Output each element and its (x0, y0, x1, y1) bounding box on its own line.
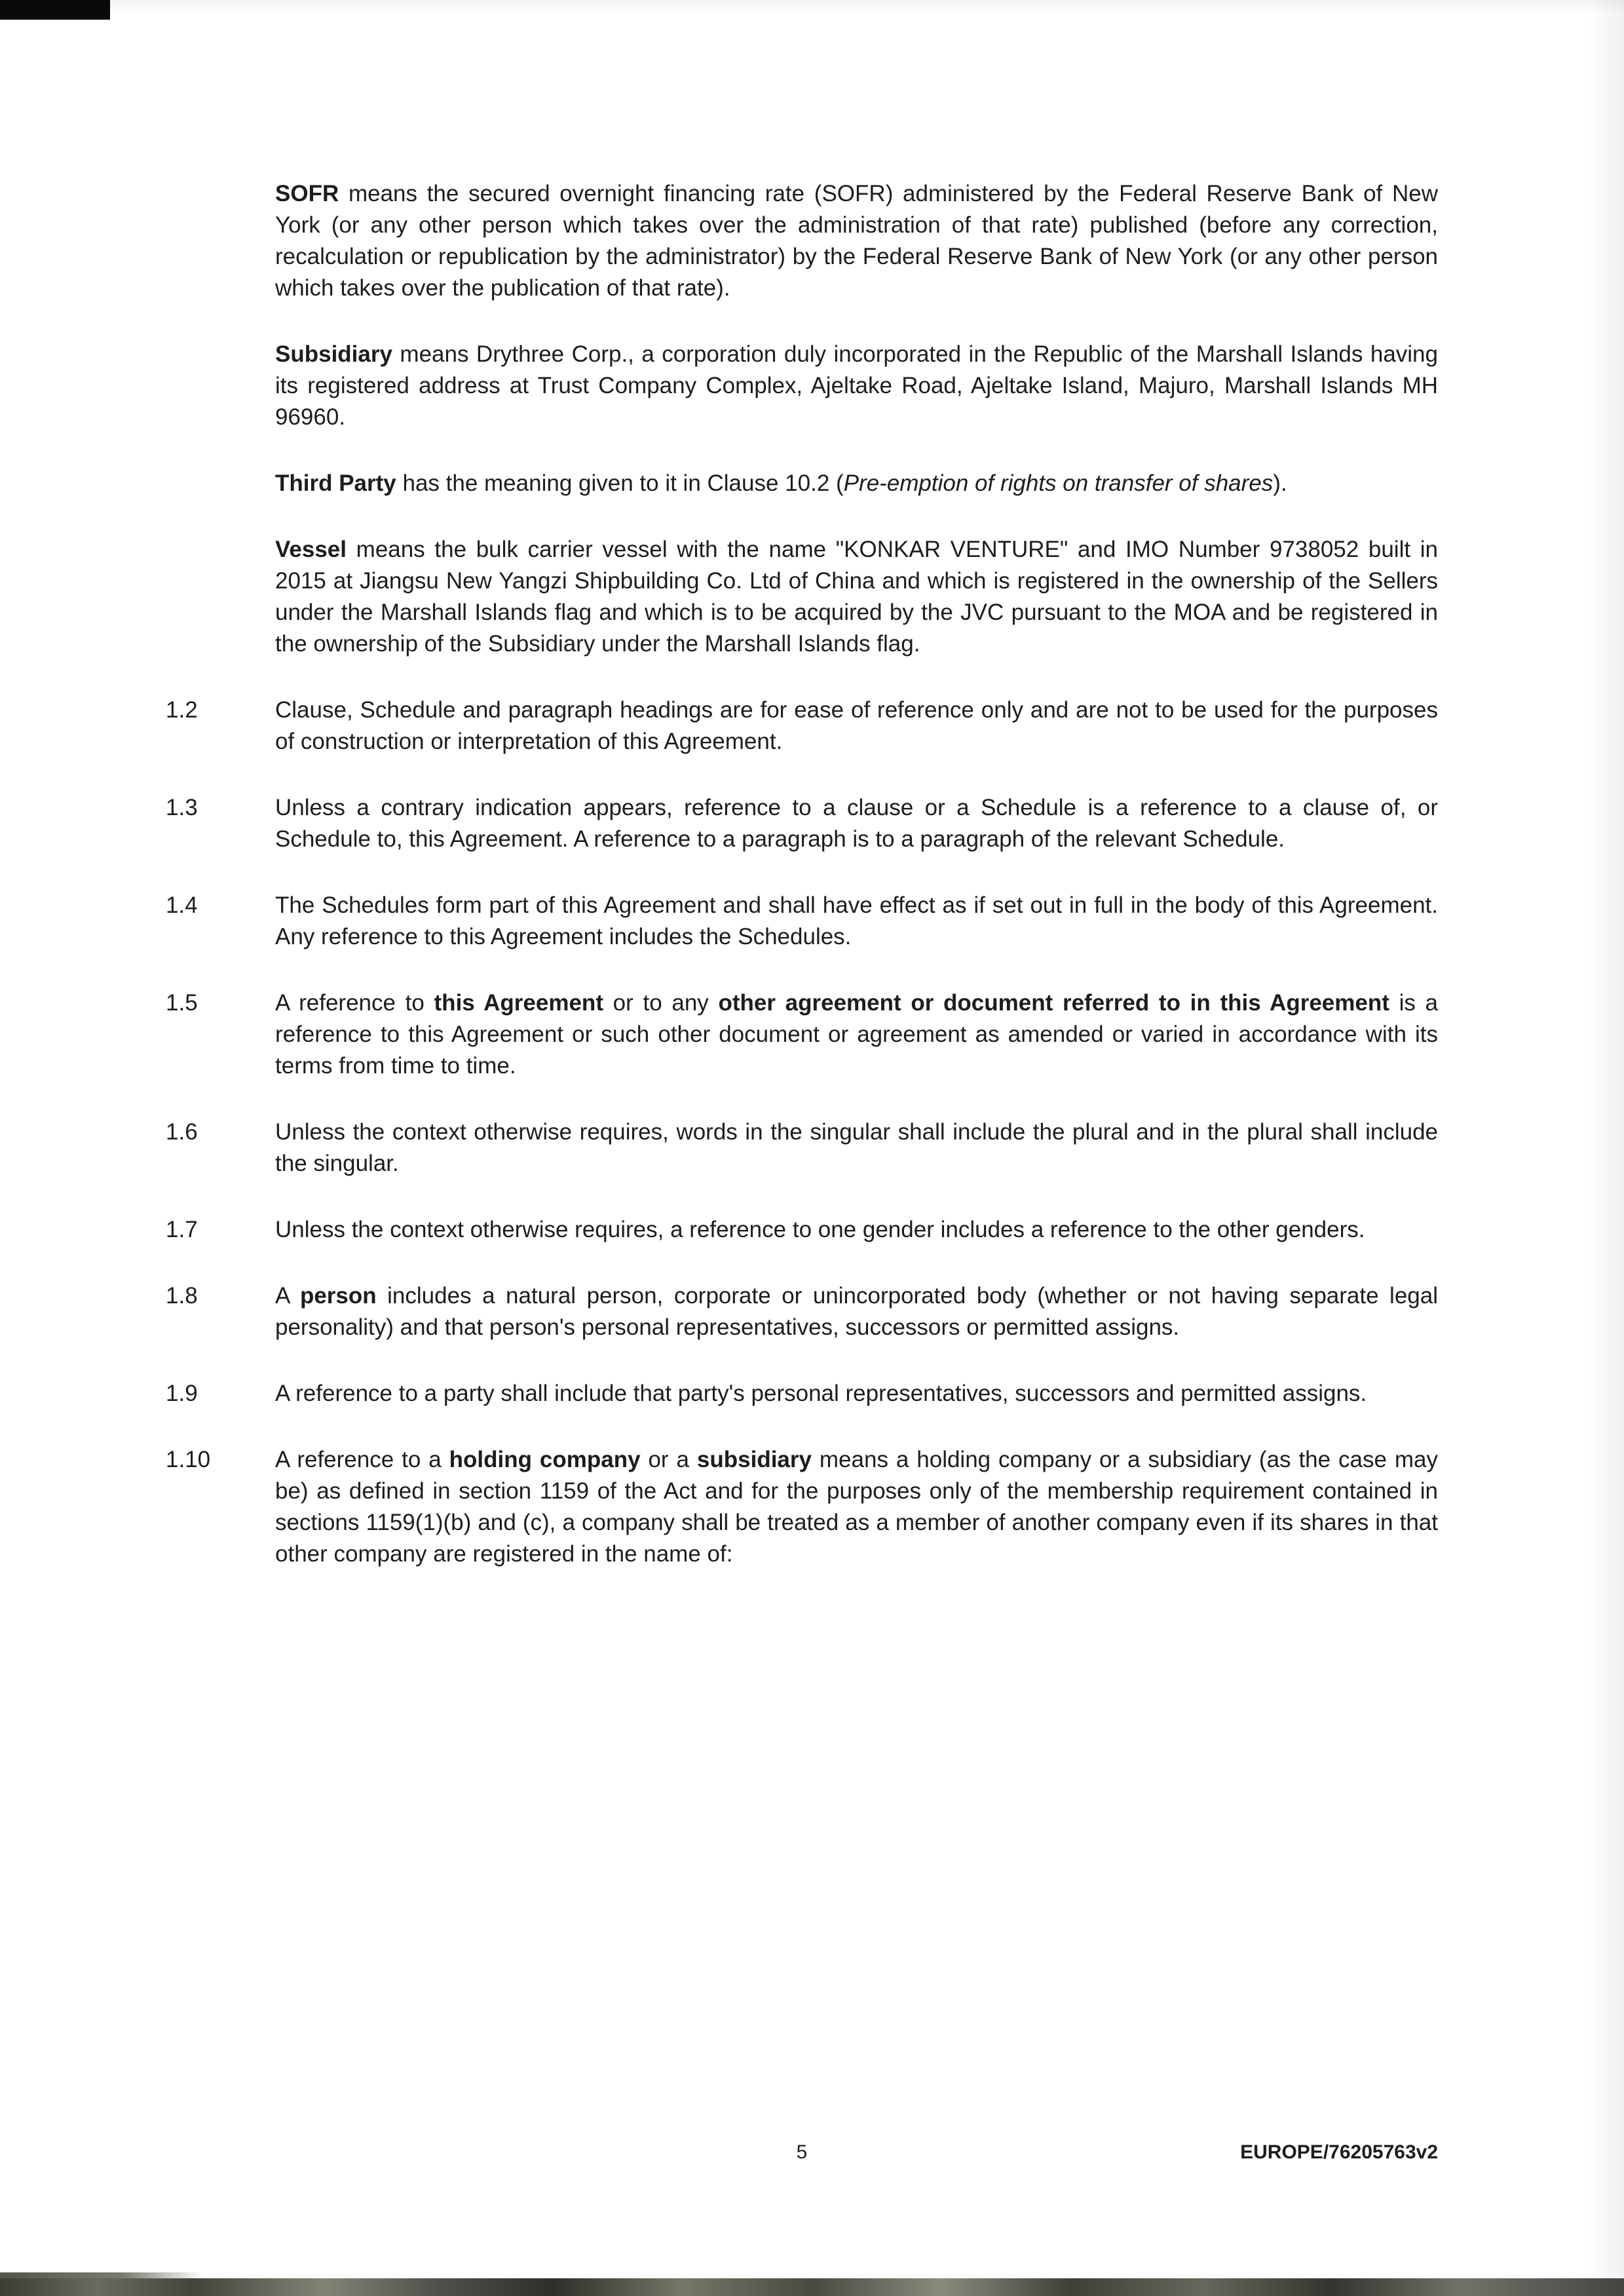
text-run: or to any (603, 990, 719, 1016)
text-run: A reference to a (275, 1447, 449, 1472)
text-run: A reference to a party shall include that party's personal representatives, successors and permitted assigns. (275, 1381, 1367, 1406)
text-run: A (275, 1283, 300, 1309)
defined-term: holding company (449, 1447, 641, 1472)
clause-number: 1.4 (166, 892, 198, 918)
clause-text (275, 178, 1438, 304)
numbered-clause (166, 987, 1438, 1082)
defined-term: other agreement or document referred to in this Agreement (718, 990, 1389, 1016)
clause-text (275, 1117, 1438, 1179)
text-run: includes a natural person, corporate or unincorporated body (whether or not having separate legal personality) and that person's personal representatives, successors or permitted assigns. (275, 1283, 1439, 1340)
defined-term: Vessel (275, 537, 347, 562)
defined-term: person (299, 1283, 377, 1309)
defined-term: Third Party (275, 470, 396, 496)
text-run: means a holding company or a subsidiary (as the case may be) as defined in section 1159 of the Act and for the purposes only of the membership requirement contained in sections 1159(1)(b) and (c), a company shall be treated as a member of another company even if its shares in that other company are registered in the name of: (275, 1447, 1439, 1567)
scan-edge-shadow-top (0, 0, 1624, 12)
text-run: The Schedules form part of this Agreement and shall have effect as if set out in full in the body of this Agreement. Any reference to this Agreement includes the Schedules. (275, 892, 1438, 949)
numbered-clause (166, 1117, 1438, 1179)
text-run: has the meaning given to it in Clause 10.2 ( (396, 470, 844, 496)
clause-text (275, 987, 1438, 1082)
clause-text (275, 1280, 1438, 1343)
text-run: means the secured overnight financing rate (SOFR) administered by the Federal Reserve Bank of New York (or any other person which takes over the administration of that rate) published (before any correction, recalculation or republication by the administrator) by the Federal Reserve Bank of New York (or any other person which takes over the publication of that rate). (275, 181, 1438, 301)
defined-term: Subsidiary (275, 341, 392, 367)
defined-term: subsidiary (696, 1447, 812, 1472)
numbered-clause (166, 1378, 1438, 1409)
page-footer (166, 2141, 1438, 2164)
clause-text (275, 1214, 1438, 1246)
clause-text (275, 890, 1438, 953)
defined-term: SOFR (275, 181, 339, 206)
text-run: ). (1273, 470, 1287, 496)
text-run: means the bulk carrier vessel with the name "KONKAR VENTURE" and IMO Number 9738052 built in 2015 at Jiangsu New Yangzi Shipbuilding Co. Ltd of China and which is registered in the ownership of the Sellers under the Marshall Islands flag and which is to be acquired by the JVC pursuant to the MOA and be registered in the ownership of the Subsidiary under the Marshall Islands flag. (275, 537, 1438, 657)
definition-paragraph (166, 534, 1438, 660)
numbered-clause (166, 890, 1438, 953)
clause-number (166, 468, 275, 499)
document-reference: EUROPE/76205763v2 (1240, 2141, 1438, 2163)
numbered-clause (166, 1444, 1438, 1570)
numbered-clause (166, 1280, 1438, 1343)
definition-paragraph (166, 178, 1438, 304)
clause-number (166, 339, 275, 433)
clause-number: 1.9 (166, 1381, 198, 1406)
text-run: Unless the context otherwise requires, words in the singular shall include the plural and in the plural shall include the singular. (275, 1119, 1438, 1176)
clause-text (275, 792, 1438, 855)
italic-reference: Pre-emption of rights on transfer of shares (843, 470, 1274, 496)
scan-edge-shadow-right (1588, 0, 1624, 2296)
text-run: means Drythree Corp., a corporation duly incorporated in the Republic of the Marshall Islands having its registered address at Trust Company Complex, Ajeltake Road, Ajeltake Island, Majuro, Marshall Islands MH 96960. (275, 341, 1438, 430)
clause-number: 1.5 (166, 990, 198, 1016)
clause-text (275, 1444, 1438, 1570)
text-run: is a reference to this Agreement or such other document or agreement as amended or varied in accordance with its terms from time to time. (275, 990, 1439, 1079)
clause-text (275, 339, 1438, 433)
clause-text (275, 1378, 1438, 1409)
clause-text (275, 468, 1438, 499)
numbered-clause (166, 792, 1438, 855)
scan-artifact-bottom (0, 2278, 1624, 2296)
text-run: Unless a contrary indication appears, reference to a clause or a Schedule is a reference to a clause of, or Schedule to, this Agreement. A reference to a paragraph is to a paragraph of the relevant Schedule. (275, 795, 1438, 852)
definition-paragraph (166, 468, 1438, 499)
clause-text (275, 695, 1438, 757)
clause-number: 1.6 (166, 1119, 198, 1145)
clause-number (166, 534, 275, 660)
text-run: A reference to (275, 990, 434, 1016)
numbered-clause (166, 1214, 1438, 1246)
clause-number: 1.10 (166, 1447, 211, 1472)
scan-artifact-top-left (0, 0, 110, 20)
clause-text (275, 534, 1438, 660)
document-body (166, 178, 1438, 1605)
clause-number (166, 178, 275, 304)
numbered-clause (166, 695, 1438, 757)
clause-number: 1.3 (166, 795, 198, 820)
defined-term: this Agreement (434, 990, 603, 1016)
text-run: Unless the context otherwise requires, a reference to one gender includes a reference to the other genders. (275, 1217, 1365, 1242)
text-run: or a (640, 1447, 697, 1472)
clause-number: 1.8 (166, 1283, 198, 1309)
clause-number: 1.7 (166, 1217, 198, 1242)
page-number: 5 (796, 2141, 808, 2163)
clause-number: 1.2 (166, 697, 198, 723)
definition-paragraph (166, 339, 1438, 433)
text-run: Clause, Schedule and paragraph headings are for ease of reference only and are not to be used for the purposes of construction or interpretation of this Agreement. (275, 697, 1438, 754)
